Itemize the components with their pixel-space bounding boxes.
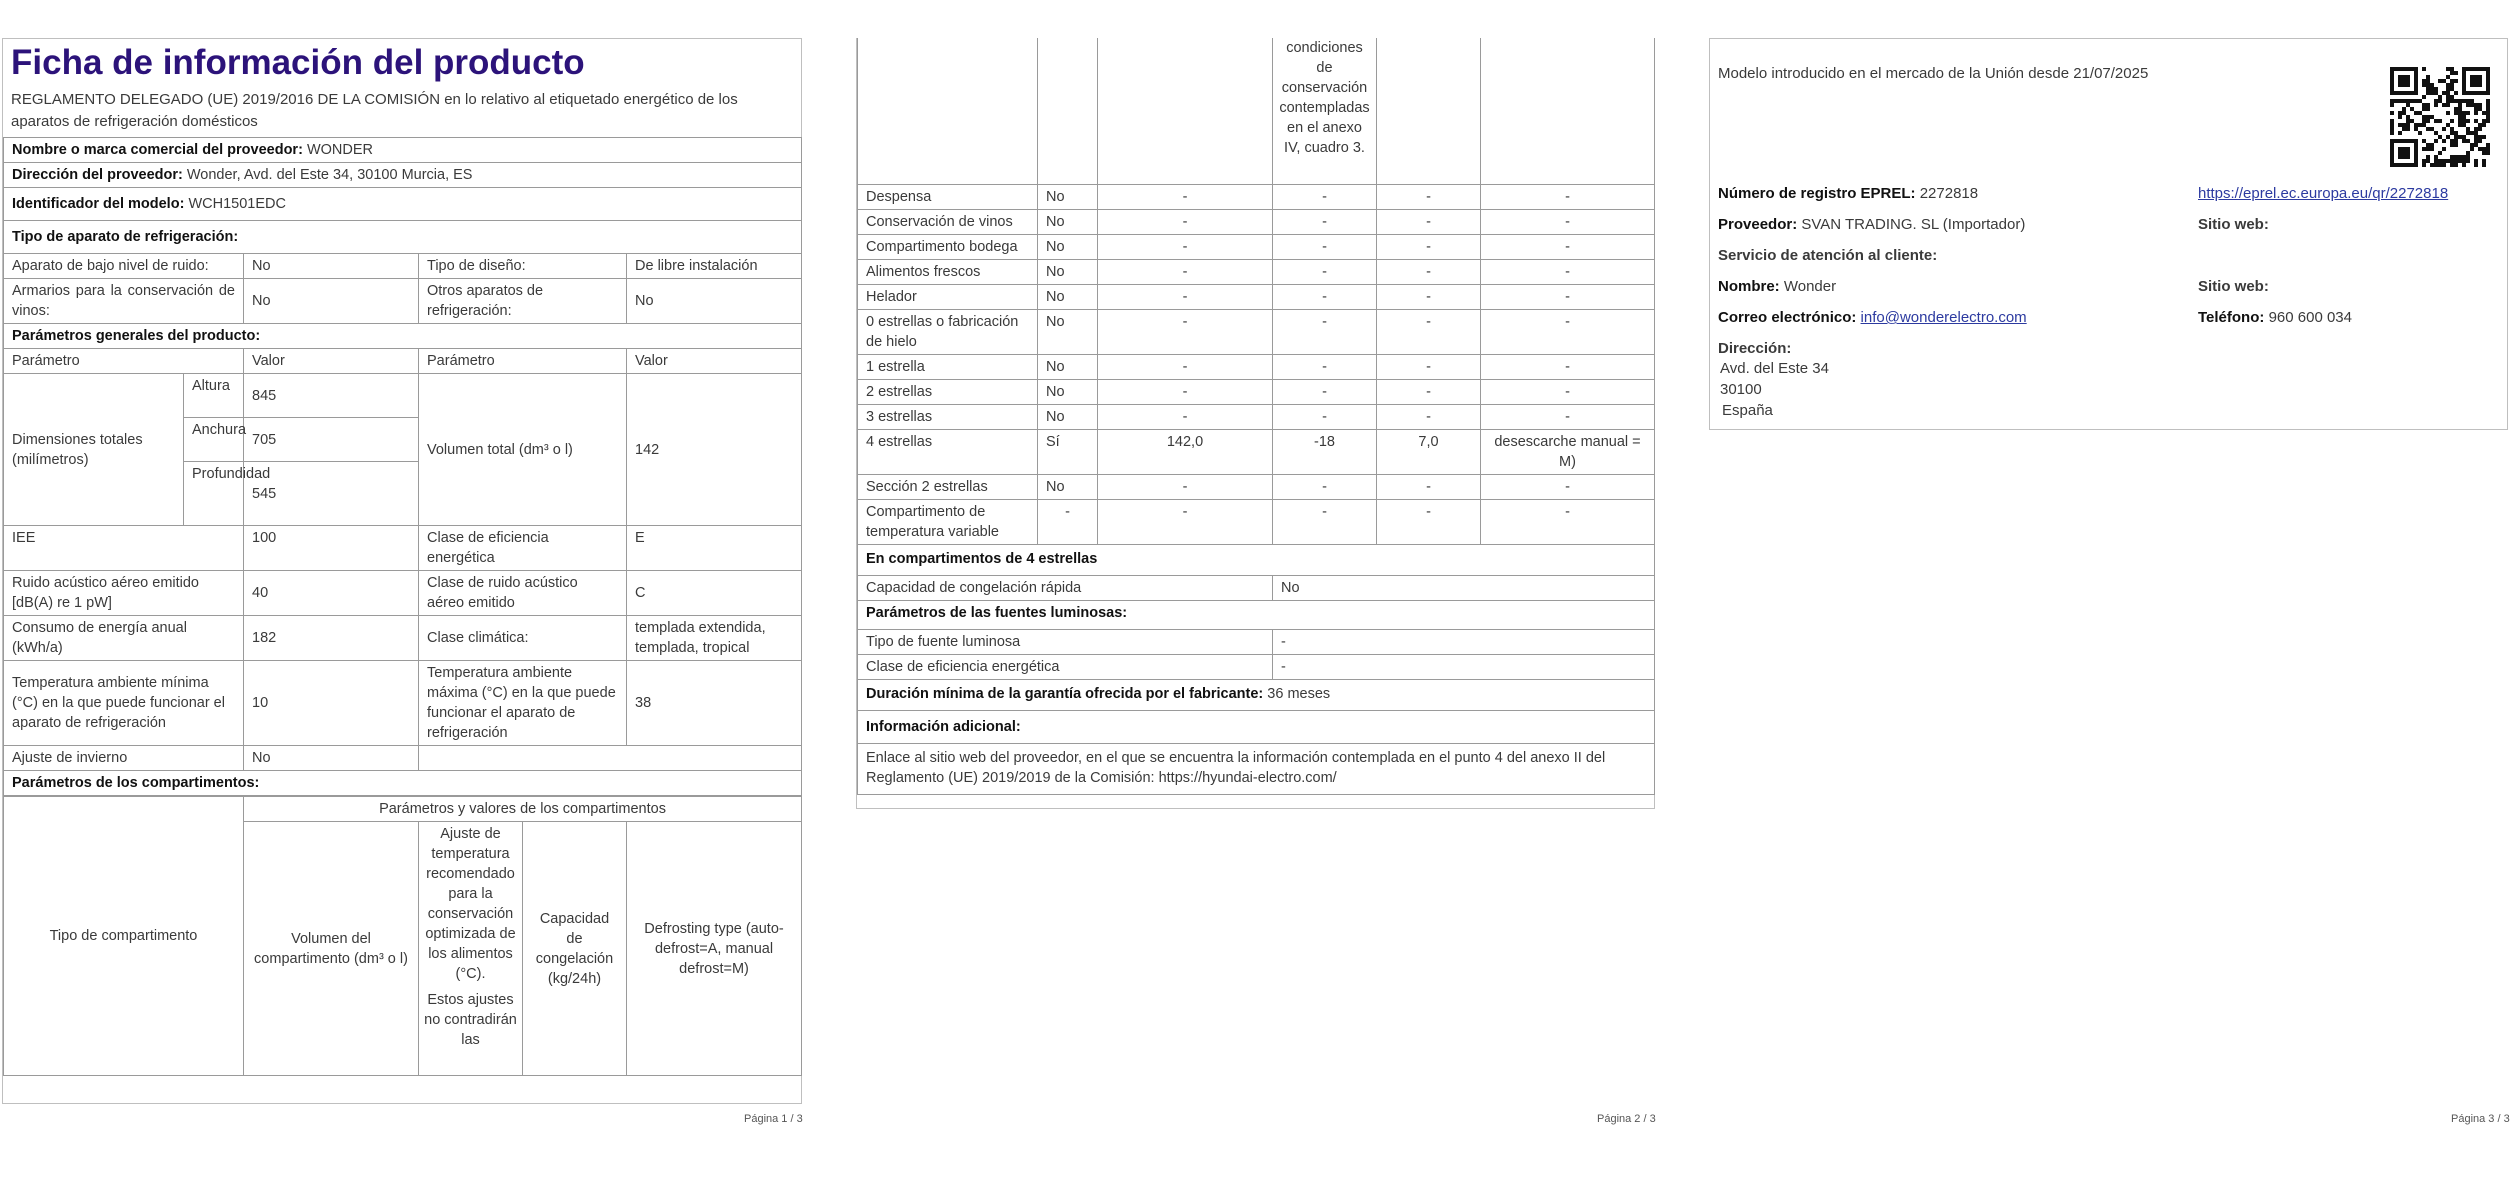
- compartment-defrost: -: [1481, 184, 1655, 209]
- compartment-volume: -: [1098, 499, 1273, 544]
- name-label: Nombre:: [1718, 278, 1780, 295]
- compartment-name: Despensa: [858, 184, 1038, 209]
- noise-value: 40: [244, 571, 419, 616]
- page-2: [856, 38, 1655, 809]
- col-value-header-2: Valor: [627, 349, 802, 374]
- additional-info-text: Enlace al sitio web del proveedor, en el que se encuentra la información contemplada en el punto 4 del anexo II del Reglamento (UE) 2019/2019 de la Comisión:: [866, 749, 1606, 786]
- compartment-name: 4 estrellas: [858, 429, 1038, 474]
- compartment-present: No: [1038, 354, 1098, 379]
- consumption-label: Consumo de energía anual (kWh/a): [4, 616, 244, 661]
- page-number-1: Página 1 / 3: [744, 1113, 803, 1125]
- light-type-value: -: [1273, 629, 1655, 654]
- compartment-temp: -: [1273, 354, 1377, 379]
- regulation-subtitle: REGLAMENTO DELEGADO (UE) 2019/2016 DE LA COMISIÓN en lo relativo al etiquetado energético de los aparatos de refrigeración domésticos: [11, 91, 738, 130]
- compartment-row: [858, 474, 1655, 499]
- light-class-label: Clase de eficiencia energética: [858, 654, 1273, 679]
- compartment-defrost: -: [1481, 474, 1655, 499]
- empty-cell: [419, 746, 802, 771]
- compartment-freeze: -: [1377, 499, 1481, 544]
- fast-freeze-label: Capacidad de congelación rápida: [858, 575, 1273, 600]
- compartment-present: No: [1038, 404, 1098, 429]
- comp-defrost-header: Defrosting type (auto-defrost=A, manual defrost=M): [627, 822, 802, 1076]
- depth-value: 545: [244, 462, 419, 526]
- max-temp-label: Temperatura ambiente máxima (°C) en la que puede funcionar el aparato de refrigeración: [419, 661, 627, 746]
- compartment-freeze: -: [1377, 354, 1481, 379]
- eei-value: 100: [244, 526, 419, 571]
- volume-value: 142: [627, 374, 802, 526]
- compartment-name: 2 estrellas: [858, 379, 1038, 404]
- appliance-type-label: Tipo de aparato de refrigeración:: [4, 221, 802, 254]
- dimensions-label: Dimensiones totales (milímetros): [4, 374, 184, 526]
- compartment-present: No: [1038, 259, 1098, 284]
- eei-label: IEE: [4, 526, 244, 571]
- supplier-value: SVAN TRADING. SL (Importador): [1801, 216, 2026, 233]
- fast-freeze-value: No: [1273, 575, 1655, 600]
- address-line-1: Avd. del Este 34: [1720, 360, 1829, 377]
- compartment-temp: -: [1273, 309, 1377, 354]
- compartment-defrost: -: [1481, 284, 1655, 309]
- compartment-freeze: -: [1377, 309, 1481, 354]
- four-star-label: En compartimentos de 4 estrellas: [858, 544, 1655, 575]
- page-number-2: Página 2 / 3: [1597, 1113, 1656, 1125]
- compartment-defrost: -: [1481, 379, 1655, 404]
- compartment-row: [858, 234, 1655, 259]
- page-3: [1709, 38, 2508, 430]
- compartment-defrost: -: [1481, 234, 1655, 259]
- comp-group-header: Parámetros y valores de los compartimentos: [244, 797, 802, 822]
- wine-cabinet-value: No: [244, 279, 419, 324]
- compartment-freeze: -: [1377, 284, 1481, 309]
- low-noise-label: Aparato de bajo nivel de ruido:: [4, 254, 244, 279]
- compartment-freeze: 7,0: [1377, 429, 1481, 474]
- compartment-freeze: -: [1377, 474, 1481, 499]
- compartment-volume: -: [1098, 379, 1273, 404]
- climate-class-label: Clase climática:: [419, 616, 627, 661]
- comp-volume-header: Volumen del compartimento (dm³ o l): [244, 822, 419, 1076]
- compartment-volume: -: [1098, 284, 1273, 309]
- compartment-name: Sección 2 estrellas: [858, 474, 1038, 499]
- winter-value: No: [244, 746, 419, 771]
- general-params-label: Parámetros generales del producto:: [4, 324, 802, 349]
- product-info-table: [3, 137, 802, 796]
- supplier-address-value: Wonder, Avd. del Este 34, 30100 Murcia, ES: [186, 167, 473, 183]
- compartment-temp: -: [1273, 379, 1377, 404]
- warranty-label: Duración mínima de la garantía ofrecida por el fabricante:: [866, 685, 1264, 702]
- website-label-2: Sitio web:: [2198, 278, 2269, 295]
- compartment-name: 3 estrellas: [858, 404, 1038, 429]
- compartment-rows: [858, 184, 1655, 544]
- min-temp-value: 10: [244, 661, 419, 746]
- compartment-freeze: -: [1377, 404, 1481, 429]
- compartment-defrost: -: [1481, 259, 1655, 284]
- comp-freeze-header: Capacidad de congelación (kg/24h): [523, 822, 627, 1076]
- compartment-freeze: -: [1377, 184, 1481, 209]
- compartment-freeze: -: [1377, 379, 1481, 404]
- compartment-present: No: [1038, 209, 1098, 234]
- compartment-volume: -: [1098, 354, 1273, 379]
- compartment-row: [858, 379, 1655, 404]
- address-line-3: España: [1722, 402, 1773, 419]
- compartment-volume: -: [1098, 184, 1273, 209]
- compartment-row: [858, 354, 1655, 379]
- compartment-present: No: [1038, 474, 1098, 499]
- compartment-volume: -: [1098, 234, 1273, 259]
- noise-label: Ruido acústico aéreo emitido [dB(A) re 1 pW]: [4, 571, 244, 616]
- compartment-present: Sí: [1038, 429, 1098, 474]
- max-temp-value: 38: [627, 661, 802, 746]
- market-date-text: Modelo introducido en el mercado de la Unión desde 21/07/2025: [1718, 65, 2149, 82]
- compartments-header-table: [3, 796, 802, 1076]
- page-title: Ficha de información del producto: [11, 43, 585, 82]
- design-type-value: De libre instalación: [627, 254, 802, 279]
- supplier-name-label: Nombre o marca comercial del proveedor:: [12, 142, 303, 158]
- supplier-name-value: WONDER: [306, 142, 373, 158]
- eprel-value: 2272818: [1919, 185, 1979, 202]
- winter-label: Ajuste de invierno: [4, 746, 244, 771]
- climate-class-value: templada extendida, templada, tropical: [627, 616, 802, 661]
- low-noise-value: No: [244, 254, 419, 279]
- compartment-row: [858, 309, 1655, 354]
- comp-type-header: Tipo de compartimento: [4, 797, 244, 1076]
- compartment-present: No: [1038, 284, 1098, 309]
- noise-class-value: C: [627, 571, 802, 616]
- additional-info-label: Información adicional:: [858, 710, 1655, 743]
- website-label-1: Sitio web:: [2198, 216, 2269, 233]
- light-params-label: Parámetros de las fuentes luminosas:: [858, 600, 1655, 629]
- compartment-temp: -: [1273, 184, 1377, 209]
- other-appliance-label: Otros aparatos de refrigeración:: [419, 279, 627, 324]
- compartment-present: No: [1038, 234, 1098, 259]
- name-value: Wonder: [1783, 278, 1837, 295]
- width-label: Anchura: [184, 418, 244, 462]
- col-param-header: Parámetro: [4, 349, 244, 374]
- other-appliance-value: No: [627, 279, 802, 324]
- supplier-website-link[interactable]: https://hyundai-electro.com/: [1158, 769, 1337, 786]
- compartment-row: [858, 259, 1655, 284]
- light-class-value: -: [1273, 654, 1655, 679]
- compartment-freeze: -: [1377, 234, 1481, 259]
- phone-value: 960 600 034: [2268, 309, 2352, 326]
- compartment-temp: -: [1273, 234, 1377, 259]
- volume-label: Volumen total (dm³ o l): [419, 374, 627, 526]
- compartment-defrost: -: [1481, 209, 1655, 234]
- qr-code-icon: [2390, 67, 2490, 167]
- compartment-defrost: -: [1481, 309, 1655, 354]
- compartment-freeze: -: [1377, 209, 1481, 234]
- address-line-2: 30100: [1720, 381, 1762, 398]
- compartment-volume: -: [1098, 404, 1273, 429]
- compartment-row: [858, 209, 1655, 234]
- supplier-label: Proveedor:: [1718, 216, 1798, 233]
- compartment-present: No: [1038, 309, 1098, 354]
- compartment-defrost: desescarche manual = M): [1481, 429, 1655, 474]
- compartment-temp: -: [1273, 404, 1377, 429]
- energy-class-label: Clase de eficiencia energética: [419, 526, 627, 571]
- model-id-value: WCH1501EDC: [188, 196, 286, 212]
- compartment-row: [858, 284, 1655, 309]
- compartment-volume: 142,0: [1098, 429, 1273, 474]
- compartment-temp: -18: [1273, 429, 1377, 474]
- compartment-volume: -: [1098, 209, 1273, 234]
- compartment-name: Compartimento bodega: [858, 234, 1038, 259]
- page-number-3: Página 3 / 3: [2451, 1113, 2510, 1125]
- consumption-value: 182: [244, 616, 419, 661]
- eprel-link[interactable]: https://eprel.ec.europa.eu/qr/2272818: [2198, 185, 2449, 202]
- compartment-defrost: -: [1481, 354, 1655, 379]
- compartment-present: No: [1038, 184, 1098, 209]
- compartment-temp: -: [1273, 209, 1377, 234]
- energy-class-value: E: [627, 526, 802, 571]
- page-1: [2, 38, 802, 1104]
- compartment-name: Helador: [858, 284, 1038, 309]
- depth-label: Profundidad: [184, 462, 244, 526]
- eprel-label: Número de registro EPREL:: [1718, 185, 1916, 202]
- compartment-name: Alimentos frescos: [858, 259, 1038, 284]
- compartment-row: [858, 184, 1655, 209]
- temp-header-continuation: condiciones de conservación contempladas en el anexo IV, cuadro 3.: [1273, 38, 1377, 184]
- compartment-freeze: -: [1377, 259, 1481, 284]
- compartment-row: [858, 404, 1655, 429]
- email-link[interactable]: info@wonderelectro.com: [1860, 309, 2027, 326]
- compartment-name: Compartimento de temperatura variable: [858, 499, 1038, 544]
- col-param-header-2: Parámetro: [419, 349, 627, 374]
- min-temp-label: Temperatura ambiente mínima (°C) en la que puede funcionar el aparato de refrigeración: [4, 661, 244, 746]
- comp-temp-header: Ajuste de temperatura recomendado para la conservación optimizada de los alimentos (°C).: [425, 826, 516, 982]
- compartment-volume: -: [1098, 309, 1273, 354]
- compartment-present: No: [1038, 379, 1098, 404]
- warranty-value: 36 meses: [1267, 685, 1331, 702]
- light-type-label: Tipo de fuente luminosa: [858, 629, 1273, 654]
- design-type-label: Tipo de diseño:: [419, 254, 627, 279]
- width-value: 705: [244, 418, 419, 462]
- compartments-table: [857, 38, 1655, 795]
- phone-label: Teléfono:: [2198, 309, 2265, 326]
- compartment-temp: -: [1273, 474, 1377, 499]
- compartment-volume: -: [1098, 474, 1273, 499]
- compartment-name: 0 estrellas o fabricación de hielo: [858, 309, 1038, 354]
- compartment-defrost: -: [1481, 404, 1655, 429]
- address-label: Dirección:: [1718, 340, 1792, 357]
- noise-class-label: Clase de ruido acústico aéreo emitido: [419, 571, 627, 616]
- height-value: 845: [244, 374, 419, 418]
- compartment-present: -: [1038, 499, 1098, 544]
- compartment-defrost: -: [1481, 499, 1655, 544]
- supplier-address-label: Dirección del proveedor:: [12, 167, 183, 183]
- compartment-name: 1 estrella: [858, 354, 1038, 379]
- compartment-temp: -: [1273, 259, 1377, 284]
- compartment-temp: -: [1273, 284, 1377, 309]
- customer-service-label: Servicio de atención al cliente:: [1718, 247, 1938, 264]
- model-id-label: Identificador del modelo:: [12, 196, 185, 212]
- comp-temp-header-cont: Estos ajustes no contradirán las: [424, 992, 517, 1048]
- compartments-label: Parámetros de los compartimentos:: [4, 771, 802, 796]
- email-label: Correo electrónico:: [1718, 309, 1857, 326]
- height-label: Altura: [184, 374, 244, 418]
- wine-cabinet-label: Armarios para la conservación de vinos:: [4, 279, 244, 324]
- compartment-volume: -: [1098, 259, 1273, 284]
- compartment-temp: -: [1273, 499, 1377, 544]
- compartment-row: [858, 499, 1655, 544]
- col-value-header: Valor: [244, 349, 419, 374]
- compartment-name: Conservación de vinos: [858, 209, 1038, 234]
- compartment-row: [858, 429, 1655, 474]
